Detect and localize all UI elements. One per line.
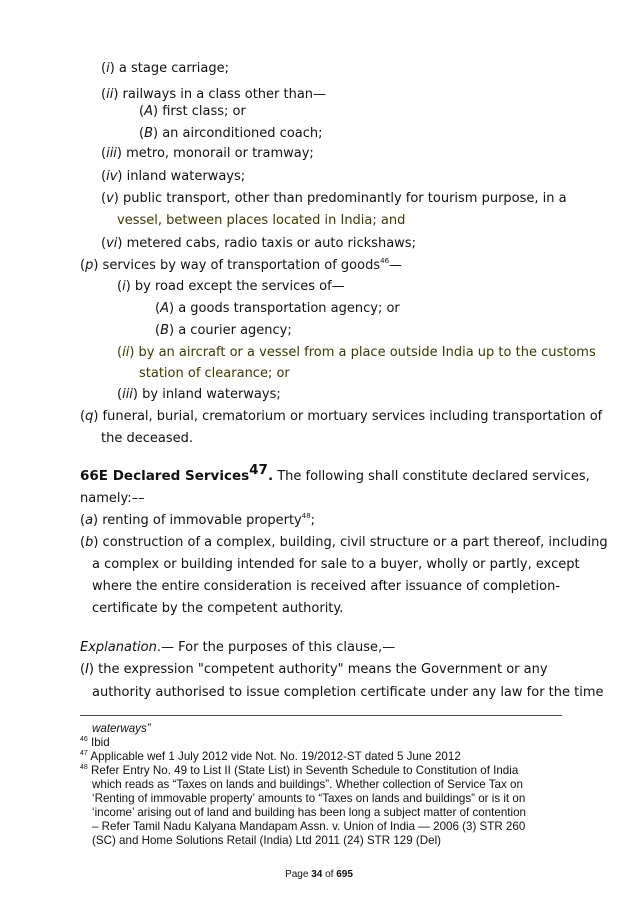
footnote-ref-48: 48 [301, 512, 311, 520]
clause-iii-metro: (iii) metro, monorail or tramway; [101, 146, 314, 161]
clause-q-continuation: the deceased. [101, 431, 193, 446]
clause-b-courier-agency: (B) a courier agency; [155, 323, 292, 338]
clause-vi-metered-cabs: (vi) metered cabs, radio taxis or auto rickshaws; [101, 236, 416, 251]
footnote-48-line-3: ‘Renting of immovable property’ amounts to “Taxes on lands and buildings” or is it on [92, 792, 526, 805]
clause-i-stage-carriage: (i) a stage carriage; [101, 61, 230, 76]
clause-iv-inland-waterways: (iv) inland waterways; [101, 169, 246, 184]
clause-q-funeral: (q) funeral, burial, crematorium or mortuary services including transportation of [80, 409, 603, 424]
clause-I-continuation: authority authorised to issue completion certificate under any law for the time [92, 685, 604, 700]
clause-ii-continuation: station of clearance; or [139, 366, 290, 381]
clause-ii-railways: (ii) railways in a class other than— [101, 87, 327, 102]
namely-line: namely:–– [80, 491, 145, 506]
clause-ii-aircraft-vessel: (ii) by an aircraft or a vessel from a place outside India up to the customs [117, 345, 596, 360]
footnote-48-line-2: which reads as “Taxes on lands and buildings”. Whether collection of Service Tax on [92, 778, 523, 791]
clause-a-goods-agency: (A) a goods transportation agency; or [155, 301, 400, 316]
clause-b-airconditioned: (B) an airconditioned coach; [139, 126, 323, 141]
footnote-48-line-6: (SC) and Home Solutions Retail (India) Ltd 2011 (24) STR 129 (Del) [92, 834, 442, 847]
clause-iii-inland-waterways: (iii) by inland waterways; [117, 387, 281, 402]
footnote-carryover: waterways” [92, 722, 151, 735]
total-pages: 695 [336, 869, 353, 880]
section-66e-heading: 66E Declared Services$^{47}$. The following shall constitute declared services, [80, 462, 590, 484]
footnote-47: $^{47}$ Applicable wef 1 July 2012 vide Not. No. 19/2012-ST dated 5 June 2012 [80, 750, 461, 763]
footnote-48-line-4: ‘income’ arising out of land and building has been long a subject matter of contention [92, 806, 526, 819]
clause-I-competent-authority: (I) the expression "competent authority" means the Government or any [80, 662, 548, 677]
clause-b-continuation-2: where the entire consideration is received after issuance of completion- [92, 579, 561, 594]
clause-v-public-transport: (v) public transport, other than predominantly for tourism purpose, in a [101, 191, 567, 206]
clause-b-continuation-3: certificate by the competent authority. [92, 601, 344, 616]
explanation-line: Explanation.— For the purposes of this clause,— [80, 640, 396, 655]
footnote-separator [80, 715, 562, 716]
clause-b-construction: (b) construction of a complex, building, civil structure or a part thereof, including [80, 535, 608, 550]
clause-i-by-road: (i) by road except the services of— [117, 279, 345, 294]
clause-b-continuation-1: a complex or building intended for sale to a buyer, wholly or partly, except [92, 557, 580, 572]
clause-p-transportation-goods: (p) services by way of transportation of goods$^{46}$— [80, 257, 403, 273]
current-page: 34 [311, 869, 323, 880]
footnote-ref-46: 46 [380, 257, 390, 265]
clause-a-renting: (a) renting of immovable property$^{48}$; [80, 512, 316, 528]
clause-a-first-class: (A) first class; or [139, 104, 246, 119]
page-number: Page 34 of 695 [285, 869, 353, 880]
footnote-46: $^{46}$ Ibid [80, 736, 110, 749]
clause-v-continuation: vessel, between places located in India; and [117, 213, 406, 228]
footnote-ref-47: 47 [249, 462, 268, 478]
footnote-48-line-5: – Refer Tamil Nadu Kalyana Mandapam Assn. v. Union of India — 2006 (3) STR 260 [92, 820, 526, 833]
footnote-48: $^{48}$ Refer Entry No. 49 to List II (State List) in Seventh Schedule to Constitution of India [80, 764, 519, 777]
